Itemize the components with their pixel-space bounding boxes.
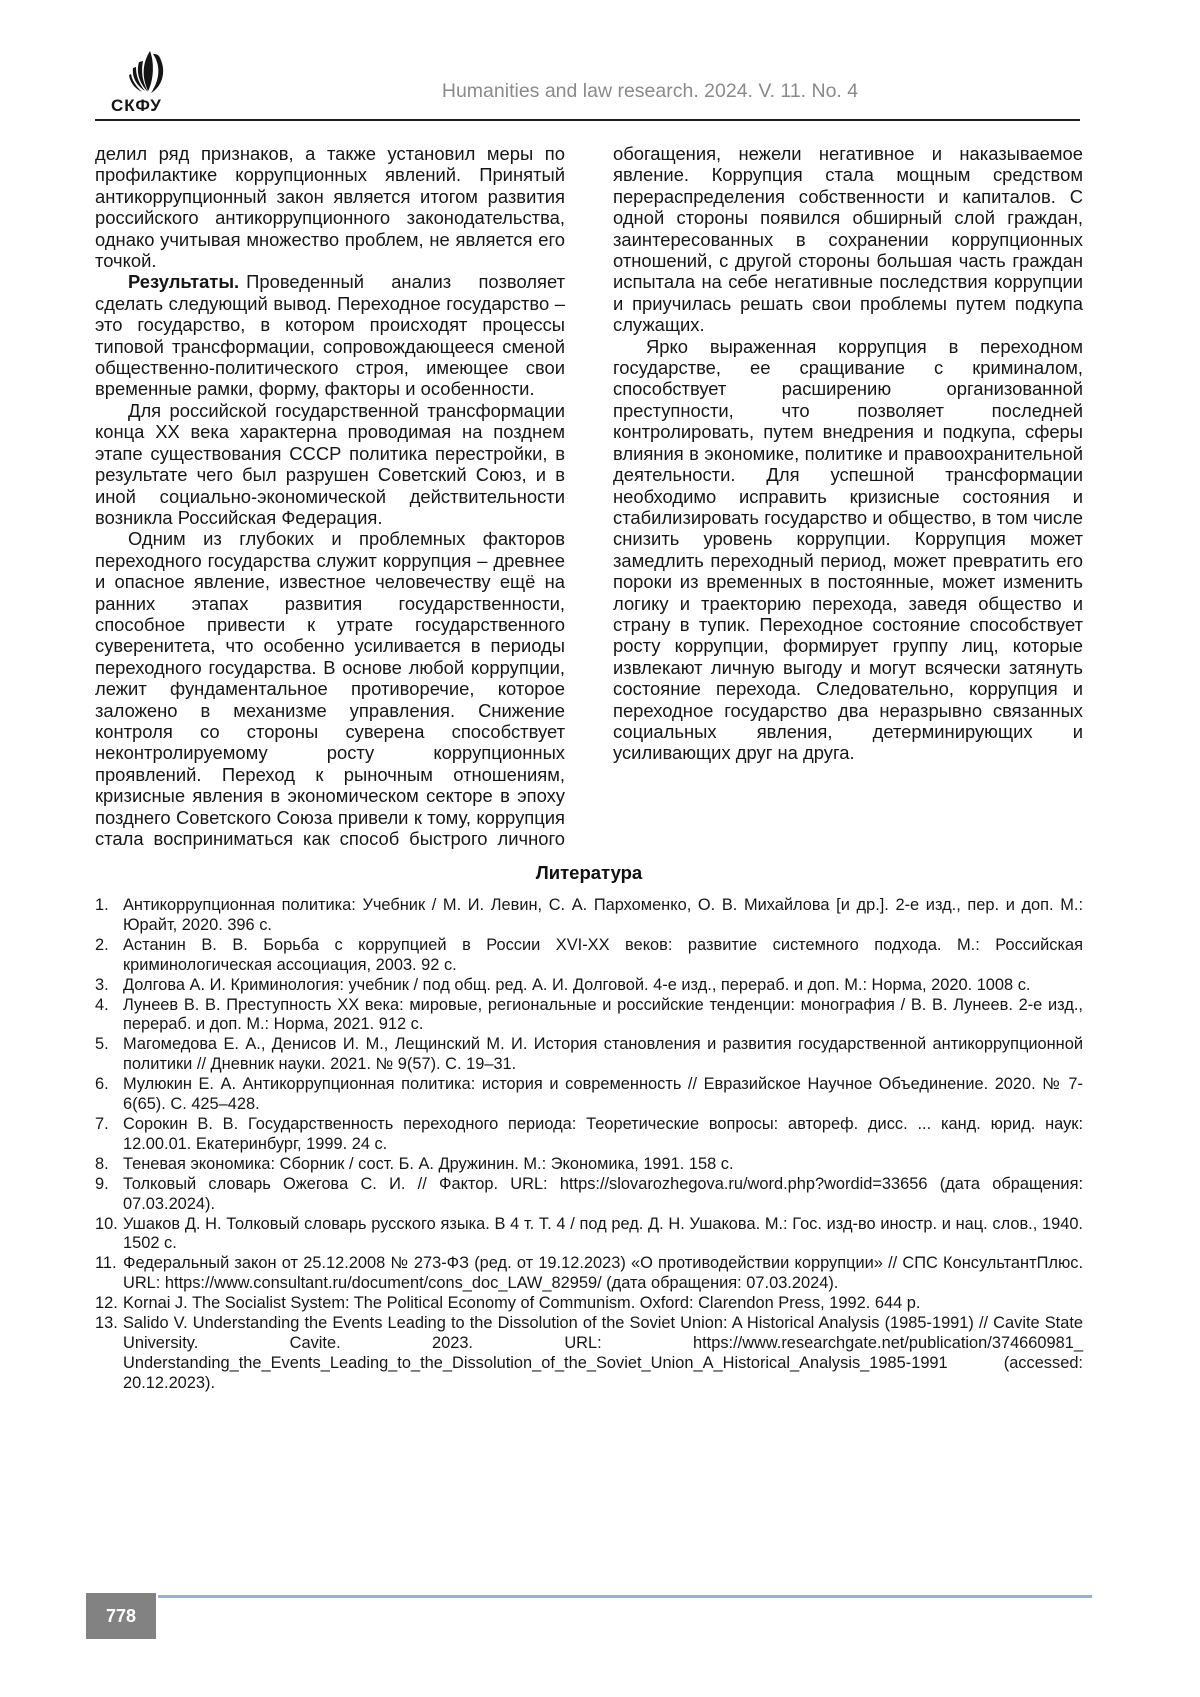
logo-text: СКФУ xyxy=(111,96,162,115)
page-number: 778 xyxy=(105,1605,137,1626)
paragraph-text: Проведенный анализ позволяет сделать следующий вывод. Переходное государство – это государство, в котором происходят процессы типовой трансформации, сопровождающееся сменой общественно-политического строя, имеющее свои временные рамки, форму, факторы и особенности. xyxy=(95,271,565,400)
paragraph-text: Для российской государственной трансформации конца XX века характерна проводимая на позднем этапе существования СССР политика перестройки, в результате чего был разрушен Советский Союз, и в иной социально-экономической действительности возникла Российская Федерация. xyxy=(95,399,565,528)
references-section xyxy=(95,862,1083,1394)
paragraph xyxy=(95,271,565,399)
footer-divider xyxy=(158,1595,1092,1598)
reference-item: Долгова А. И. Криминология: учебник / под общ. ред. А. И. Долговой. 4-е изд., перераб. и доп. М.: Норма, 2020. 1008 с. xyxy=(123,975,1031,994)
paragraph-lead-results: Результаты. xyxy=(128,271,240,293)
skfu-bird-icon xyxy=(123,48,173,100)
reference-item: Магомедова Е. А., Денисов И. М., Лещинский М. И. История становления и развития государственной антикоррупционной политики // Дневник науки. 2021. № 9(57). С. 19–31. xyxy=(123,1035,1083,1074)
reference-item: Астанин В. В. Борьба с коррупцией в России XVI-XX веков: развитие системного подхода. М.: Российская криминологическая ассоциация, 2003. 92 с. xyxy=(123,935,1083,974)
references-list xyxy=(95,896,1083,1394)
reference-item: Мулюкин Е. А. Антикоррупционная политика: история и современность // Евразийское Научное Объединение. 2020. № 7-6(65). С. 425–428. xyxy=(123,1075,1083,1114)
reference-item: Антикоррупционная политика: Учебник / М. И. Левин, С. А. Пархоменко, О. В. Михайлова [и др.]. 2-е изд., пер. и доп. М.: Юрайт, 2020. 396 с. xyxy=(123,896,1083,934)
paragraph-text: Одним из глубоких и проблемных факторов переходного государства служит коррупция – древнее и опасное явление, известное человечеству ещё на ранних этапах развития государственности, способное привести к утрате государственного суверенитета, что особенно усиливается в периоды переходного государства. В основе любой коррупции, лежит фундаментальное противоречие, которое заложено в механизме управления. Снижение контроля со стороны суверена способствует неконтролируемому росту коррупционных проявлений. Переход к рыночным отношениям, кризисные явления в экономическом секторе в эпоху позднего Советского Союза привели к тому, коррупция стала восприниматься как способ быстрого личного обогащения, нежели негативное и наказываемое явление. Коррупция стала мощным средством перераспределения собственности и капиталов. С одной стороны появился обширный слой граждан, заинтересованных в сохранении коррупционных отношений, с другой стороны большая часть граждан испытала на себе негативные последствия коррупции и приучилась решать свои проблемы путем подкупа служащих. xyxy=(95,143,1083,849)
paragraph xyxy=(95,143,565,271)
paragraph xyxy=(613,336,1083,764)
paragraph-text: Ярко выраженная коррупция в переходном государстве, ее сращивание с криминалом, способствует расширению организованной преступности, что позволяет последней контролировать, путем внедрения и подкупа, сферы влияния в экономике, политике и правоохранительной деятельности. Для успешной трансформации необходимо исправить кризисные состояния и стабилизировать государство и общество, в том числе снизить уровень коррупции. Коррупция может замедлить переходный период, может превратить его пороки из временных в постоянные, может изменить логику и траекторию перехода, заведя общество и страну в тупик. Переходное состояние способствует росту коррупции, формирует группу лиц, которые извлекают личную выгоду и могут всячески затянуть состояние перехода. Следовательно, коррупция и переходное государство два неразрывно связанных социальных явления, детерминирующих и усиливающих друг на друга. xyxy=(613,335,1083,764)
header-divider xyxy=(95,119,1080,121)
reference-item: Salido V. Understanding the Events Leading to the Dissolution of the Soviet Union: A Historical Analysis (1985-1991) // Cavite State University. Cavite. 2023. URL: https://www.researchgate.net/publication/374660981_ Understanding_the_Events_Leading_to_the_Dissolution_of_the_Soviet_Union_A_Historical_Analysis_1985-1991 (accessed: 20.12.2023). xyxy=(123,1314,1083,1392)
reference-item: Ушаков Д. Н. Толковый словарь русского языка. В 4 т. Т. 4 / под ред. Д. Н. Ушакова. М.: Гос. изд-во иностр. и нац. слов., 1940. 1502 с. xyxy=(123,1214,1083,1253)
paragraph xyxy=(95,400,565,528)
page-number-badge xyxy=(86,1593,156,1639)
university-logo xyxy=(105,48,183,118)
article-body xyxy=(95,143,1083,851)
reference-item: Теневая экономика: Сборник / сост. Б. А. Дружинин. М.: Экономика, 1991. 158 с. xyxy=(123,1154,734,1173)
reference-item: Федеральный закон от 25.12.2008 № 273-ФЗ (ред. от 19.12.2023) «О противодействии коррупции» // СПС КонсультантПлюс. URL: https://www.consultant.ru/document/cons_doc_LAW_82959/ (дата обращения: 07.03.2024). xyxy=(123,1254,1083,1293)
paragraph-text: делил ряд признаков, а также установил меры по профилактике коррупционных явлений. Принятый антикоррупционный закон является итогом развития российского антикоррупционного законодательства, однако учитывая множество проблем, не является его точкой. xyxy=(95,143,565,272)
reference-item: Kornai J. The Socialist System: The Political Economy of Communism. Oxford: Clarendon Press, 1992. 644 p. xyxy=(123,1294,921,1313)
reference-item: Лунеев В. В. Преступность XX века: мировые, региональные и российские тенденции: монография / В. В. Лунеев. 2-е изд., перераб. и доп. М.: Норма, 2021. 912 с. xyxy=(123,995,1083,1034)
reference-item: Сорокин В. В. Государственность переходного периода: Теоретические вопросы: автореф. дисс. ... канд. юрид. наук: 12.00.01. Екатеринбург, 1999. 24 с. xyxy=(123,1114,1083,1153)
reference-item: Толковый словарь Ожегова С. И. // Фактор. URL: https://slovarozhegova.ru/word.php?wordid=33656 (дата обращения: 07.03.2024). xyxy=(123,1174,1083,1213)
references-heading: Литература xyxy=(535,862,643,883)
journal-header-title: Humanities and law research. 2024. V. 11. No. 4 xyxy=(441,80,859,102)
